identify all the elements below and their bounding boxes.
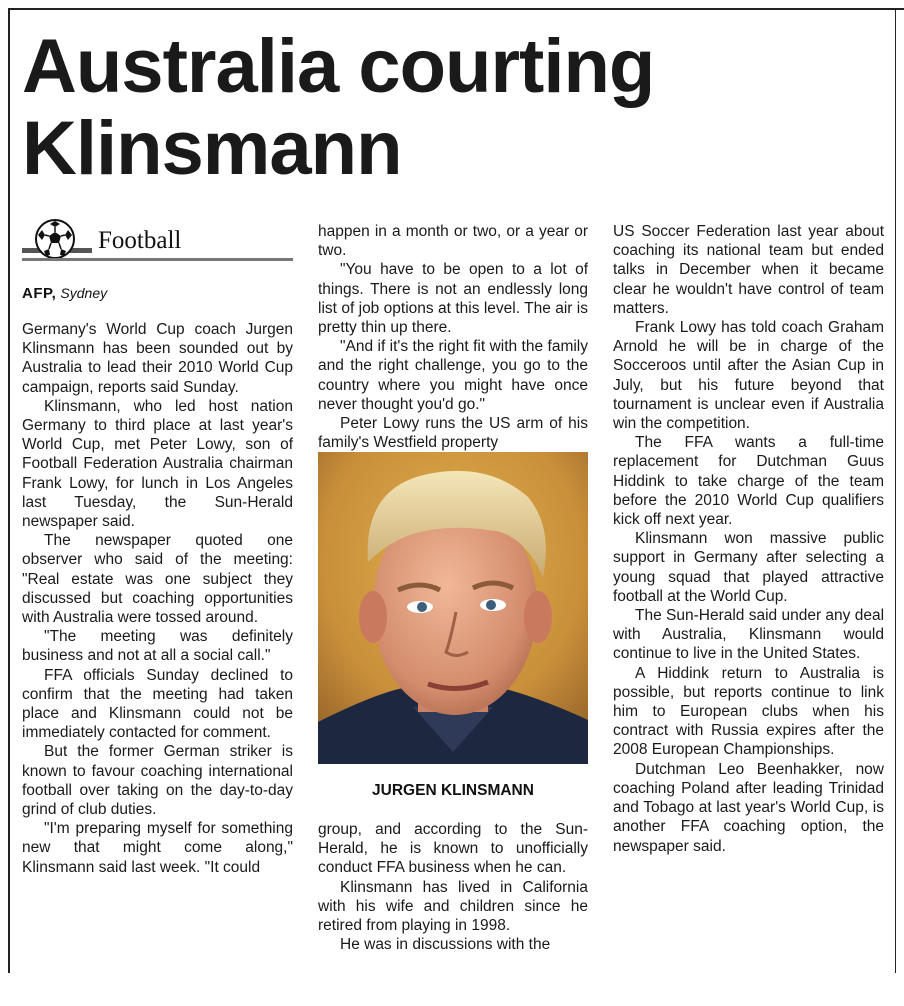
page-top-rule — [8, 8, 904, 10]
paragraph: The Sun-Herald said under any deal with Australia, Klinsmann would continue to live in the United States. — [613, 607, 885, 663]
article-column-1 — [22, 320, 293, 877]
paragraph: The newspaper quoted one observer who said of the meeting: "Real estate was one subject they discussed but coaching opportunities with Australia were tossed around. — [22, 532, 293, 627]
section-rule — [22, 258, 293, 261]
soccer-ball-icon — [34, 218, 76, 260]
section-label: Football — [98, 227, 182, 254]
article-column-2-top — [318, 222, 588, 452]
paragraph: "And if it's the right fit with the family and the right challenge, you go to the country where you might have once never thought you'd go." — [318, 338, 588, 413]
article-headline: Australia courting Klinsmann — [22, 24, 655, 191]
paragraph: A Hiddink return to Australia is possible, but reports continue to link him to European clubs when his contract with Russia expires after the 2008 European Championships. — [613, 664, 884, 759]
byline-place: Sydney — [60, 285, 108, 301]
paragraph: "The meeting was definitely business and not at all a social call." — [22, 628, 293, 665]
paragraph: Klinsmann, who led host nation Germany to third place at last year's World Cup, met Peter Lowy, son of Football Federation Australia chairman Frank Lowy, for lunch in Los Angeles last Tuesday, the Sun-Herald newspaper said. — [22, 397, 293, 531]
portrait-image — [318, 452, 588, 764]
paragraph: group, and according to the Sun-Herald, he is known to unofficially conduct FFA business when he can. — [318, 821, 588, 877]
paragraph: But the former German striker is known to favour coaching international football over taking on the day-to-day grind of club duties. — [22, 743, 293, 819]
byline-agency: AFP, — [22, 285, 57, 302]
section-tag — [22, 218, 293, 262]
paragraph: US Soccer Federation last year about coaching its national team but ended talks in December when it became clear he wouldn't have control of team matters. — [613, 223, 884, 317]
page-left-rule — [8, 8, 10, 973]
article-column-3 — [613, 222, 884, 856]
klinsmann-photo — [318, 452, 588, 764]
photo-caption: JURGEN KLINSMANN — [372, 782, 534, 799]
paragraph: "I'm preparing myself for something new that might come along," Klinsmann said last week. "It could — [22, 820, 293, 876]
paragraph: Klinsmann has lived in California with his wife and children since he retired from playing in 1998. — [318, 878, 588, 935]
article-column-2-bottom — [318, 820, 588, 954]
byline — [22, 284, 107, 303]
paragraph: happen in a month or two, or a year or two. — [318, 223, 588, 260]
paragraph: Germany's World Cup coach Jurgen Klinsmann has been sounded out by Australia to lead their 2010 World Cup campaign, reports said Sunday. — [22, 321, 293, 396]
paragraph: The FFA wants a full-time replacement for Dutchman Guus Hiddink to take charge of the team before the 2010 World Cup qualifiers kick off next year. — [613, 434, 884, 529]
paragraph: Frank Lowy has told coach Graham Arnold he will be in charge of the Socceroos until after the Asian Cup in July, but his future beyond that tournament is unclear even if Australia win the competition. — [613, 319, 884, 433]
paragraph: Dutchman Leo Beenhakker, now coaching Poland after leading Trinidad and Tobago at last year's World Cup, is another FFA coaching option, the newspaper said. — [613, 760, 884, 855]
page-right-rule — [895, 8, 896, 973]
paragraph: FFA officials Sunday declined to confirm that the meeting had taken place and Klinsmann could not be immediately contacted for comment. — [22, 666, 293, 742]
paragraph: Peter Lowy runs the US arm of his family's Westfield property — [318, 415, 588, 452]
paragraph: He was in discussions with the — [340, 936, 551, 954]
paragraph: "You have to be open to a lot of things. There is not an endlessly long list of job options at this level. The air is pretty thin up there. — [318, 261, 588, 337]
paragraph: Klinsmann won massive public support in Germany after selecting a young squad that played attractive football at the World Cup. — [613, 530, 884, 605]
